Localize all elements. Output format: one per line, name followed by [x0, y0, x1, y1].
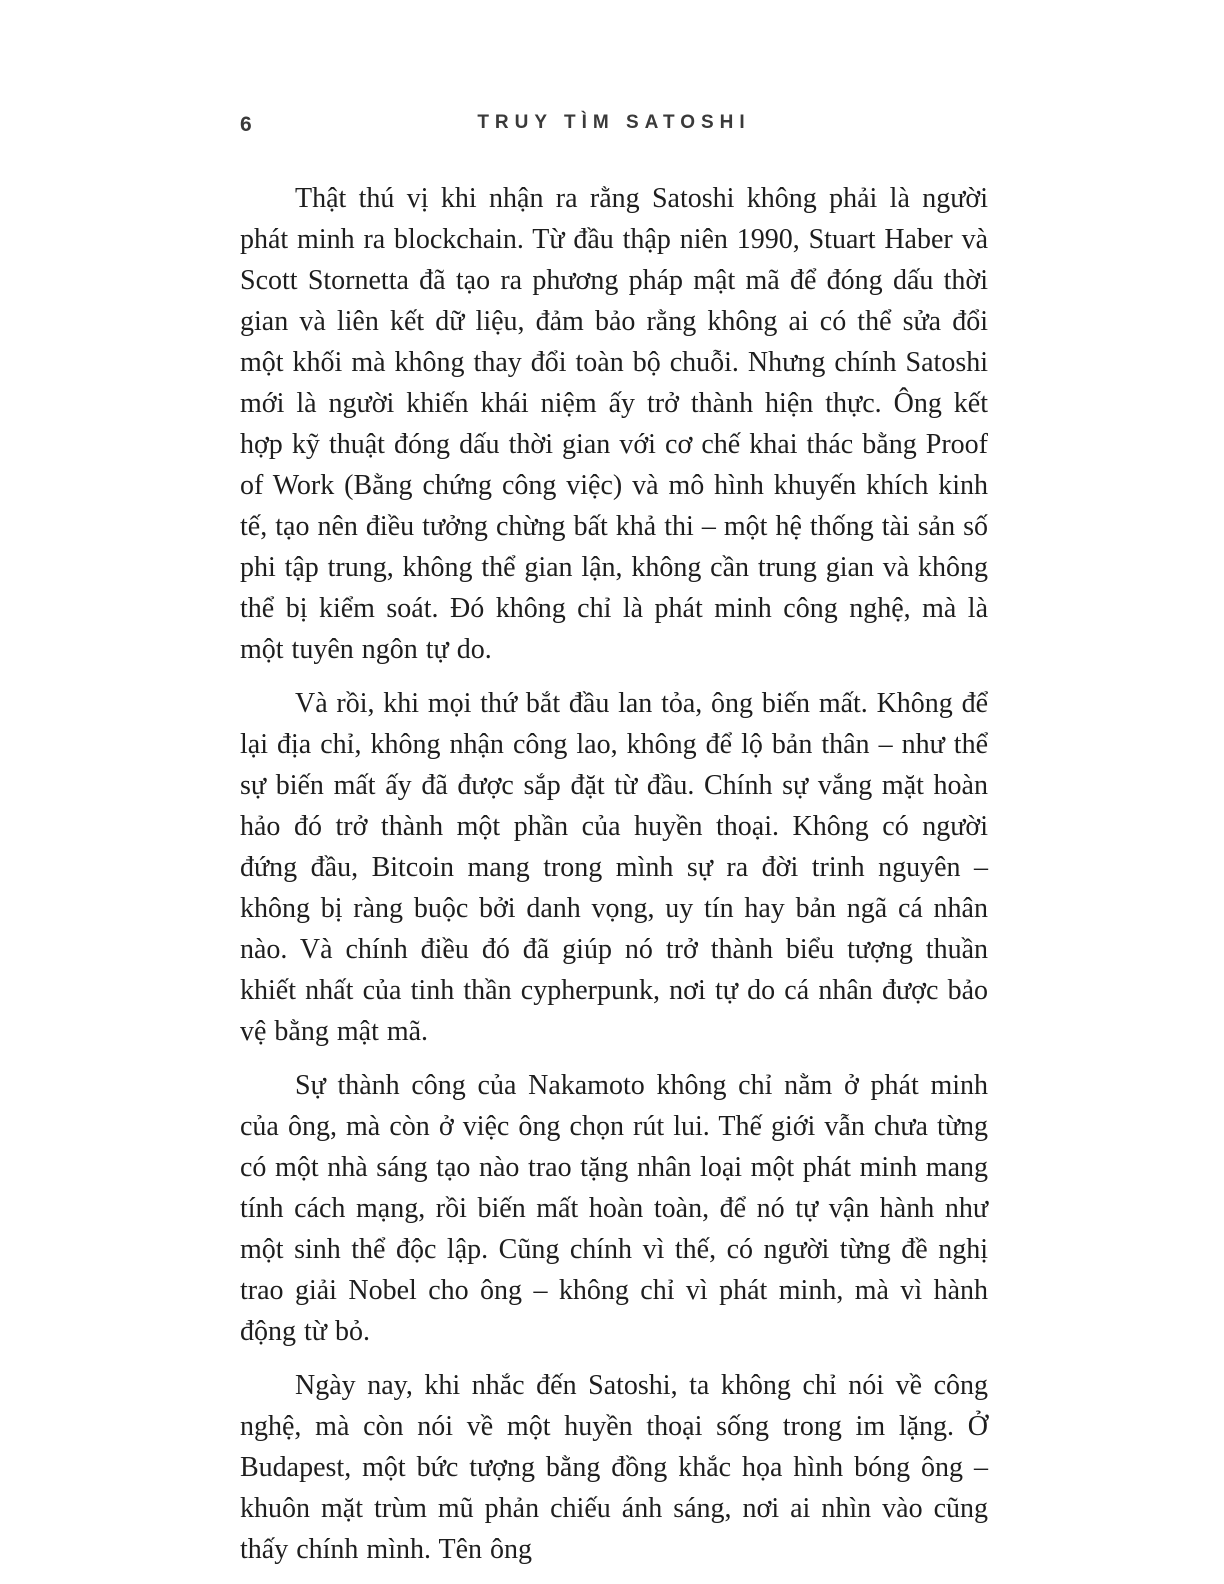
body-text [240, 178, 988, 1583]
paragraph: Và rồi, khi mọi thứ bắt đầu lan tỏa, ông biến mất. Không để lại địa chỉ, không nhận công lao, không để lộ bản thân – như thể sự biến mất ấy đã được sắp đặt từ đầu. Chính sự vắng mặt hoàn hảo đó trở thành một phần của huyền thoại. Không có người đứng đầu, Bitcoin mang trong mình sự ra đời trinh nguyên – không bị ràng buộc bởi danh vọng, uy tín hay bản ngã cá nhân nào. Và chính điều đó đã giúp nó trở thành biểu tượng thuần khiết nhất của tinh thần cypherpunk, nơi tự do cá nhân được bảo vệ bằng mật mã. [240, 688, 988, 1047]
running-header [240, 112, 988, 142]
running-header-title: TRUY TÌM SATOSHI [477, 112, 751, 133]
page-number: 6 [240, 113, 254, 136]
paragraph: Thật thú vị khi nhận ra rằng Satoshi không phải là người phát minh ra blockchain. Từ đầu thập niên 1990, Stuart Haber và Scott Stornetta đã tạo ra phương pháp mật mã để đóng dấu thời gian và liên kết dữ liệu, đảm bảo rằng không ai có thể sửa đổi một khối mà không thay đổi toàn bộ chuỗi. Nhưng chính Satoshi mới là người khiến khái niệm ấy trở thành hiện thực. Ông kết hợp kỹ thuật đóng dấu thời gian với cơ chế khai thác bằng Proof of Work (Bằng chứng công việc) và mô hình khuyến khích kinh tế, tạo nên điều tưởng chừng bất khả thi – một hệ thống tài sản số phi tập trung, không thể gian lận, không cần trung gian và không thể bị kiểm soát. Đó không chỉ là phát minh công nghệ, mà là một tuyên ngôn tự do. [240, 183, 988, 665]
paragraph: Ngày nay, khi nhắc đến Satoshi, ta không chỉ nói về công nghệ, mà còn nói về một huyền thoại sống trong im lặng. Ở Budapest, một bức tượng bằng đồng khắc họa hình bóng ông – khuôn mặt trùm mũ phản chiếu ánh sáng, nơi ai nhìn vào cũng thấy chính mình. Tên ông [240, 1370, 988, 1565]
paragraph: Sự thành công của Nakamoto không chỉ nằm ở phát minh của ông, mà còn ở việc ông chọn rút lui. Thế giới vẫn chưa từng có một nhà sáng tạo nào trao tặng nhân loại một phát minh mang tính cách mạng, rồi biến mất hoàn toàn, để nó tự vận hành như một sinh thể độc lập. Cũng chính vì thế, có người từng đề nghị trao giải Nobel cho ông – không chỉ vì phát minh, mà vì hành động từ bỏ. [240, 1070, 988, 1347]
